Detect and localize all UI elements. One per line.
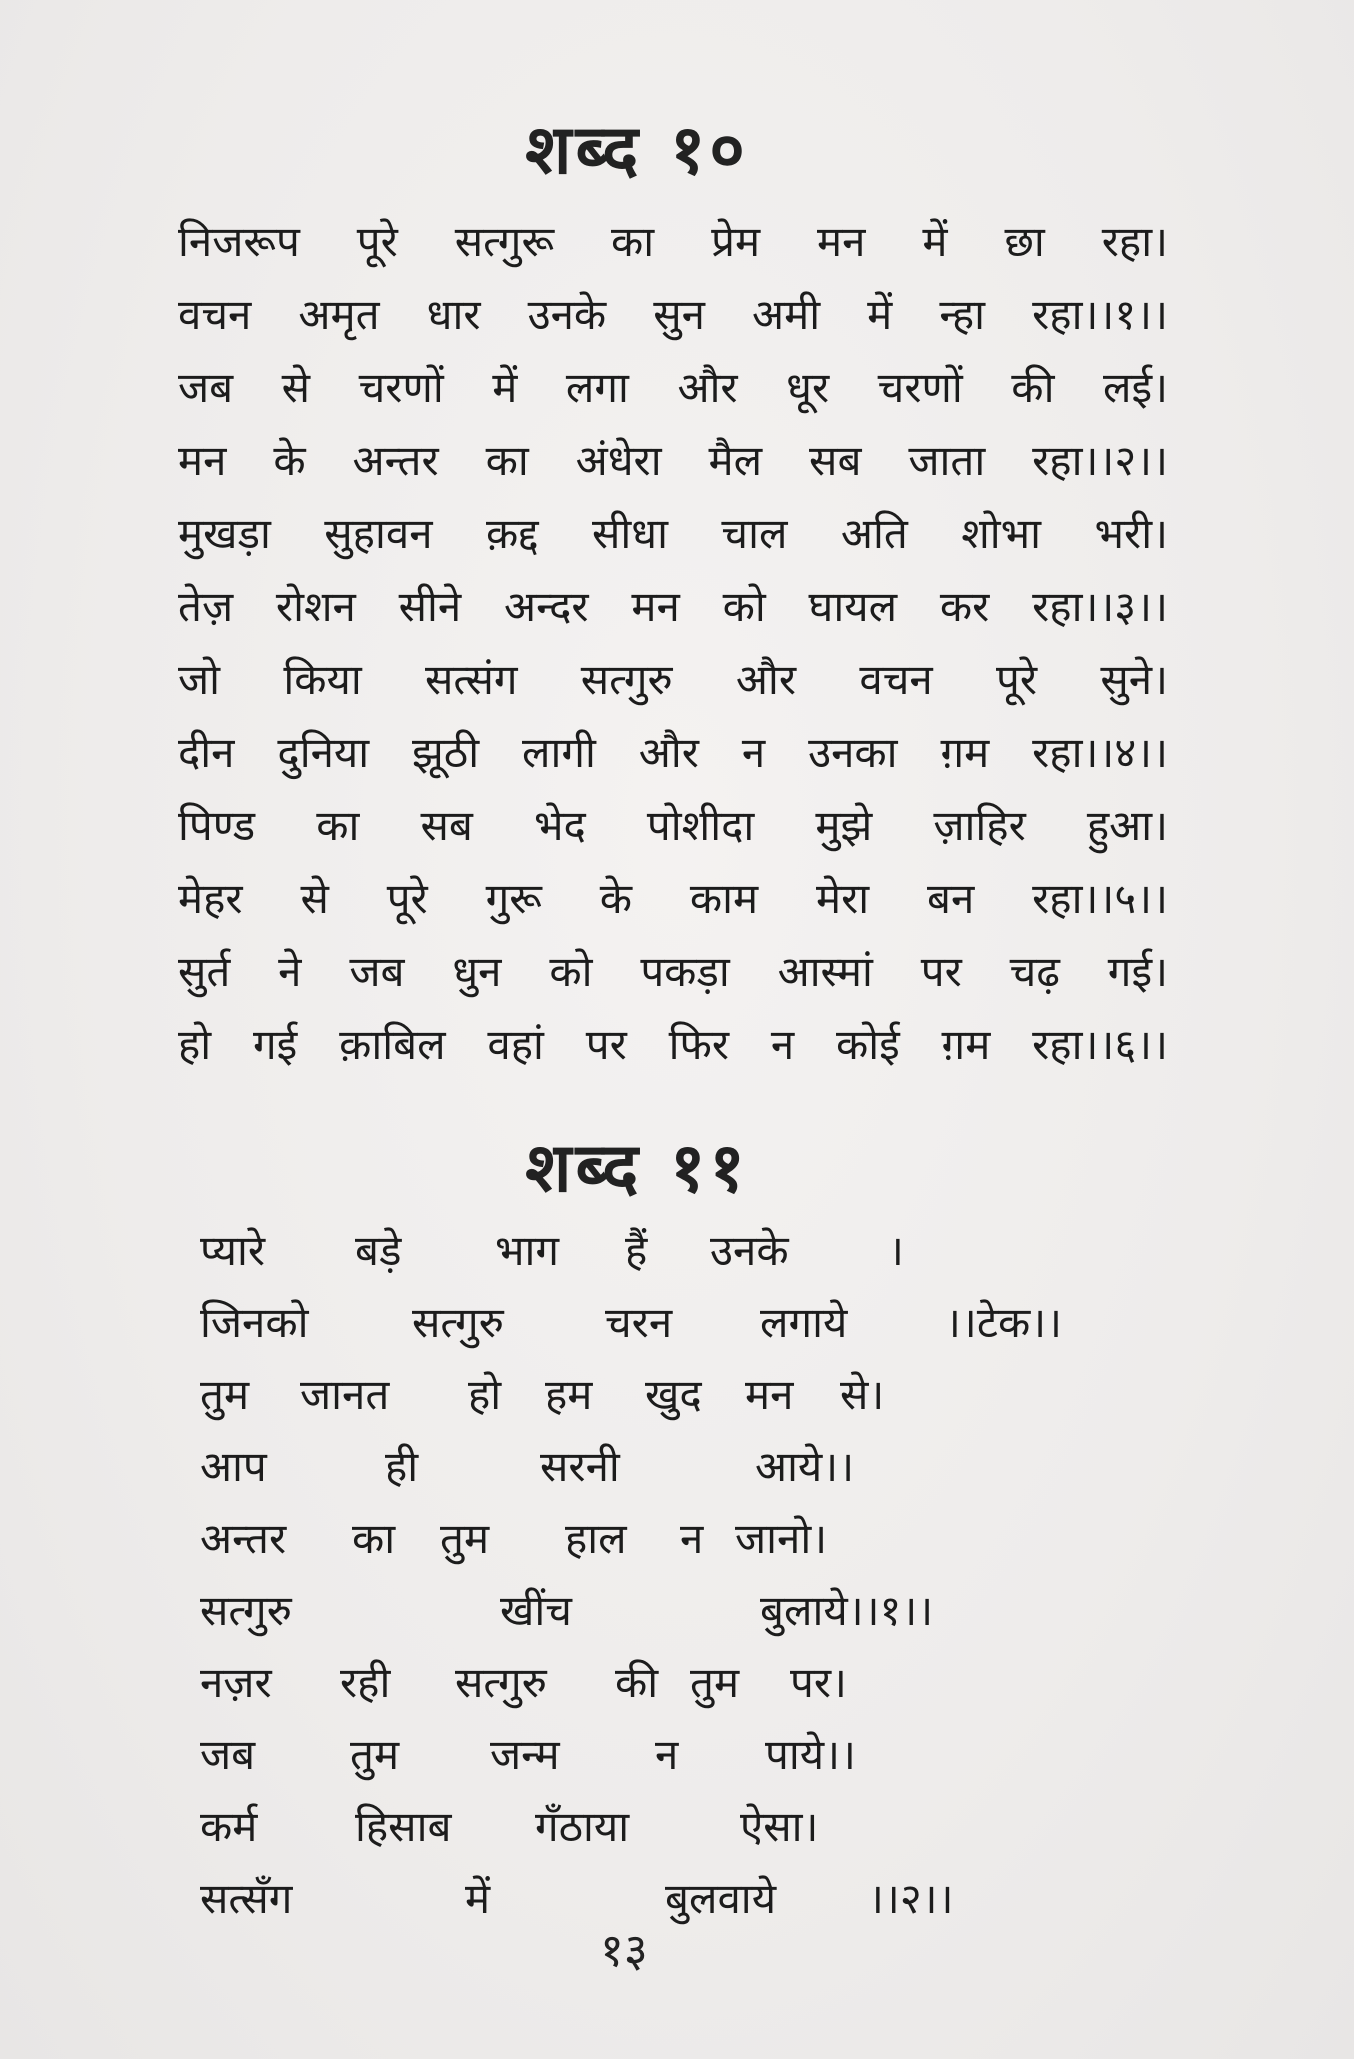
verse-word: ऐसा।: [740, 1802, 819, 1851]
verse-word: ।।२।।: [868, 1874, 954, 1923]
verse-word: चरन: [605, 1298, 673, 1347]
verse-word: से।: [840, 1370, 885, 1419]
verse-line: दीन दुनिया झूठी लागी और न उनका ग़म रहा।।४।।: [178, 728, 1168, 777]
verse-word: आये।।: [755, 1442, 855, 1491]
verse-word: लगाये: [760, 1298, 848, 1347]
verse-word: सत्गुरु: [200, 1586, 292, 1635]
verse-word: सरनी: [540, 1442, 620, 1491]
verse-word: जिनको: [200, 1298, 309, 1347]
verse-word: रही: [340, 1658, 391, 1707]
verse-word: सत्गुरु: [455, 1658, 547, 1707]
verse-word: गँठाया: [535, 1802, 630, 1851]
verse-line: पिण्ड का सब भेद पोशीदा मुझे ज़ाहिर हुआ।: [178, 801, 1168, 850]
verse-line: सुर्त ने जब धुन को पकड़ा आस्मां पर चढ़ गई।: [178, 947, 1168, 996]
verse-word: तुम: [690, 1658, 740, 1707]
verse-line: जब से चरणों में लगा और धूर चरणों की लई।: [178, 363, 1168, 412]
verse-word: खींच: [500, 1586, 572, 1635]
verse-line: तेज़ रोशन सीने अन्दर मन को घायल कर रहा।।३।।: [178, 582, 1168, 631]
verse-word: बड़े: [355, 1226, 402, 1275]
verse-word: जब: [200, 1730, 256, 1779]
verse-word: हिसाब: [355, 1802, 452, 1851]
verse-line: मेहर से पूरे गुरू के काम मेरा बन रहा।।५।।: [178, 874, 1168, 923]
verse-word: नज़र: [200, 1658, 272, 1707]
verse-word: जानो।: [735, 1514, 828, 1563]
verse-word: भाग: [495, 1226, 560, 1275]
verse-word: तुम: [200, 1370, 250, 1419]
verse-word: कर्म: [200, 1802, 258, 1851]
verse-word: पाये।।: [765, 1730, 856, 1779]
verse-word: बुलाये।।१।।: [760, 1586, 934, 1635]
verse-word: मन: [745, 1370, 794, 1419]
verse-word: सत्गुरु: [412, 1298, 504, 1347]
verse-line: जो किया सत्संग सत्गुरु और वचन पूरे सुने।: [178, 655, 1168, 704]
verse-word: उनके: [710, 1226, 789, 1275]
verse-word: ।।टेक।।: [945, 1298, 1063, 1347]
page-number: १३: [600, 1923, 648, 1977]
verse-word: हैं: [625, 1226, 648, 1275]
verse-word: सत्सँग: [200, 1874, 293, 1923]
verse-word: तुम: [440, 1514, 490, 1563]
verse-line: मन के अन्तर का अंधेरा मैल सब जाता रहा।।२।।: [178, 436, 1168, 485]
shabd-11-title: शब्द ११: [525, 1129, 749, 1208]
verse-word: खुद: [645, 1370, 702, 1419]
verse-word: का: [352, 1514, 396, 1563]
verse-word: ।: [888, 1226, 904, 1275]
verse-word: में: [465, 1874, 491, 1923]
verse-line: हो गई क़ाबिल वहां पर फिर न कोई ग़म रहा।।६।।: [178, 1020, 1168, 1069]
verse-word: तुम: [350, 1730, 400, 1779]
verse-word: न: [680, 1514, 704, 1563]
verse-line: वचन अमृत धार उनके सुन अमी में न्हा रहा।।१।।: [178, 290, 1168, 339]
verse-word: बुलवाये: [665, 1874, 777, 1923]
verse-word: प्यारे: [200, 1226, 266, 1275]
verse-word: हाल: [565, 1514, 627, 1563]
verse-word: आप: [200, 1442, 267, 1491]
verse-word: न: [655, 1730, 679, 1779]
verse-line: मुखड़ा सुहावन क़द्द सीधा चाल अति शोभा भरी।: [178, 509, 1168, 558]
verse-word: हम: [545, 1370, 593, 1419]
verse-word: की: [615, 1658, 659, 1707]
verse-word: जन्म: [490, 1730, 560, 1779]
verse-line: निजरूप पूरे सत्गुरू का प्रेम मन में छा रहा।: [178, 217, 1168, 266]
shabd-10-verses: [178, 205, 1168, 1081]
verse-word: पर।: [790, 1658, 847, 1707]
shabd-10-title: शब्द १०: [525, 111, 749, 190]
verse-word: ही: [385, 1442, 419, 1491]
verse-word: हो: [468, 1370, 502, 1419]
verse-word: जानत: [300, 1370, 390, 1419]
verse-word: अन्तर: [200, 1514, 287, 1563]
